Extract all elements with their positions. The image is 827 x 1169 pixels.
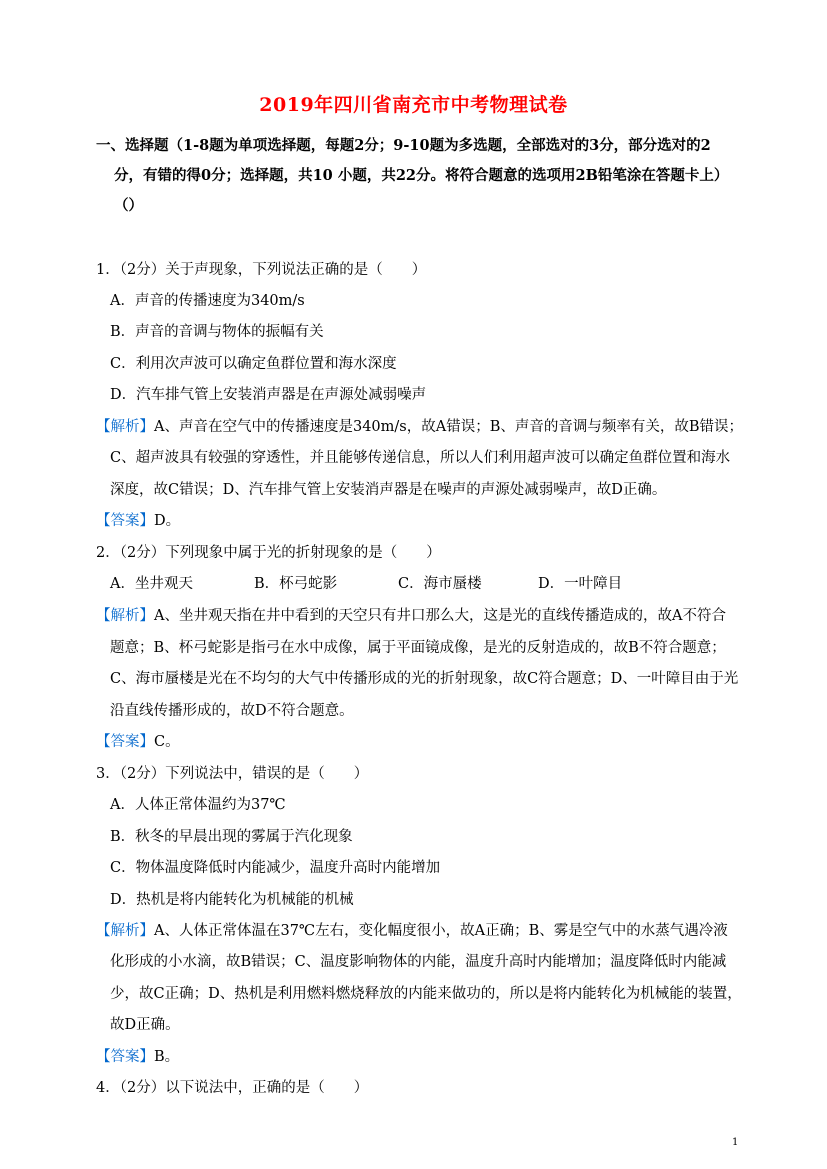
analysis-text: 故D正确。 (110, 1017, 180, 1033)
question-2-options (110, 574, 622, 594)
analysis-text: 深度，故C错误；D、汽车排气管上安装消声器是在噪声的声源处减弱噪声，故D正确。 (110, 482, 667, 498)
question-1-option: A．声音的传播速度为340m/s (110, 293, 305, 309)
analysis-tag: 【解析】 (96, 608, 154, 624)
question-3-stem: 3．（2分）下列说法中，错误的是（ ） (96, 766, 369, 782)
analysis-text: C、海市蜃楼是光在不均匀的大气中传播形成的光的折射现象，故C符合题意；D、一叶障目由于光 (110, 671, 739, 687)
analysis-text: 化形成的小水滴，故B错误；C、温度影响物体的内能，温度升高时内能增加；温度降低时内能减 (110, 954, 727, 970)
answer-tag: 【答案】 (96, 1049, 154, 1065)
section-line: （） (114, 197, 143, 214)
question-1-analysis (96, 417, 743, 437)
question-1-option: C．利用次声波可以确定鱼群位置和海水深度 (110, 356, 397, 372)
answer-text: D。 (154, 513, 181, 529)
analysis-tag: 【解析】 (96, 419, 154, 435)
analysis-text: A、声音在空气中的传播速度是340m/s，故A错误；B、声音的音调与频率有关，故B错误； (154, 419, 744, 435)
question-2-option: D．一叶障目 (538, 576, 623, 592)
section-line: 一、选择题（1-8题为单项选择题，每题2分；9-10题为多选题，全部选对的3分，部分选对的2 (96, 137, 711, 154)
question-2-option: B．杯弓蛇影 (254, 576, 338, 592)
analysis-text: A、坐井观天指在井中看到的天空只有井口那么大，这是光的直线传播造成的，故A不符合 (154, 608, 726, 624)
question-2-answer (96, 732, 180, 752)
page-title: 2019年四川省南充市中考物理试卷 (259, 94, 568, 116)
analysis-text: 少，故C正确；D、热机是利用燃料燃烧释放的内能来做功的，所以是将内能转化为机械能的装置， (110, 986, 742, 1002)
analysis-text: 沿直线传播形成的，故D不符合题意。 (110, 703, 354, 719)
analysis-text: C、超声波具有较强的穿透性，并且能够传递信息，所以人们利用超声波可以确定鱼群位置和海水 (110, 450, 731, 466)
answer-text: B。 (154, 1049, 180, 1065)
question-3-option: D．热机是将内能转化为机械能的机械 (110, 892, 354, 908)
question-3-option: A．人体正常体温约为37℃ (110, 797, 286, 813)
question-1-answer (96, 511, 180, 531)
question-2-option: A．坐井观天 (110, 576, 193, 592)
analysis-text: A、人体正常体温在37℃左右，变化幅度很小，故A正确；B、雾是空气中的水蒸气遇冷液 (154, 923, 728, 939)
question-3-answer (96, 1047, 179, 1067)
question-2-analysis (96, 606, 726, 626)
answer-tag: 【答案】 (96, 513, 154, 529)
section-line: 分，有错的得0分；选择题，共10 小题，共22分。将符合题意的选项用2B铅笔涂在答题卡上） (114, 167, 729, 184)
analysis-text: 题意；B、杯弓蛇影是指弓在水中成像，属于平面镜成像，是光的反射造成的，故B不符合题意； (110, 640, 726, 656)
page-number: 1 (732, 1137, 739, 1148)
analysis-tag: 【解析】 (96, 923, 154, 939)
question-1-stem: 1．（2分）关于声现象，下列说法正确的是（ ） (96, 262, 427, 278)
question-3-option: C．物体温度降低时内能减少，温度升高时内能增加 (110, 860, 441, 876)
question-1-option: D．汽车排气管上安装消声器是在声源处减弱噪声 (110, 387, 427, 403)
question-2-option: C．海市蜃楼 (398, 576, 482, 592)
question-4-stem: 4．（2分）以下说法中，正确的是（ ） (96, 1080, 369, 1096)
answer-tag: 【答案】 (96, 734, 154, 750)
question-2-stem: 2．（2分）下列现象中属于光的折射现象的是（ ） (96, 545, 441, 561)
answer-text: C。 (154, 734, 180, 750)
question-3-analysis (96, 921, 728, 941)
question-1-option: B．声音的音调与物体的振幅有关 (110, 324, 324, 340)
question-3-option: B．秋冬的早晨出现的雾属于汽化现象 (110, 829, 353, 845)
